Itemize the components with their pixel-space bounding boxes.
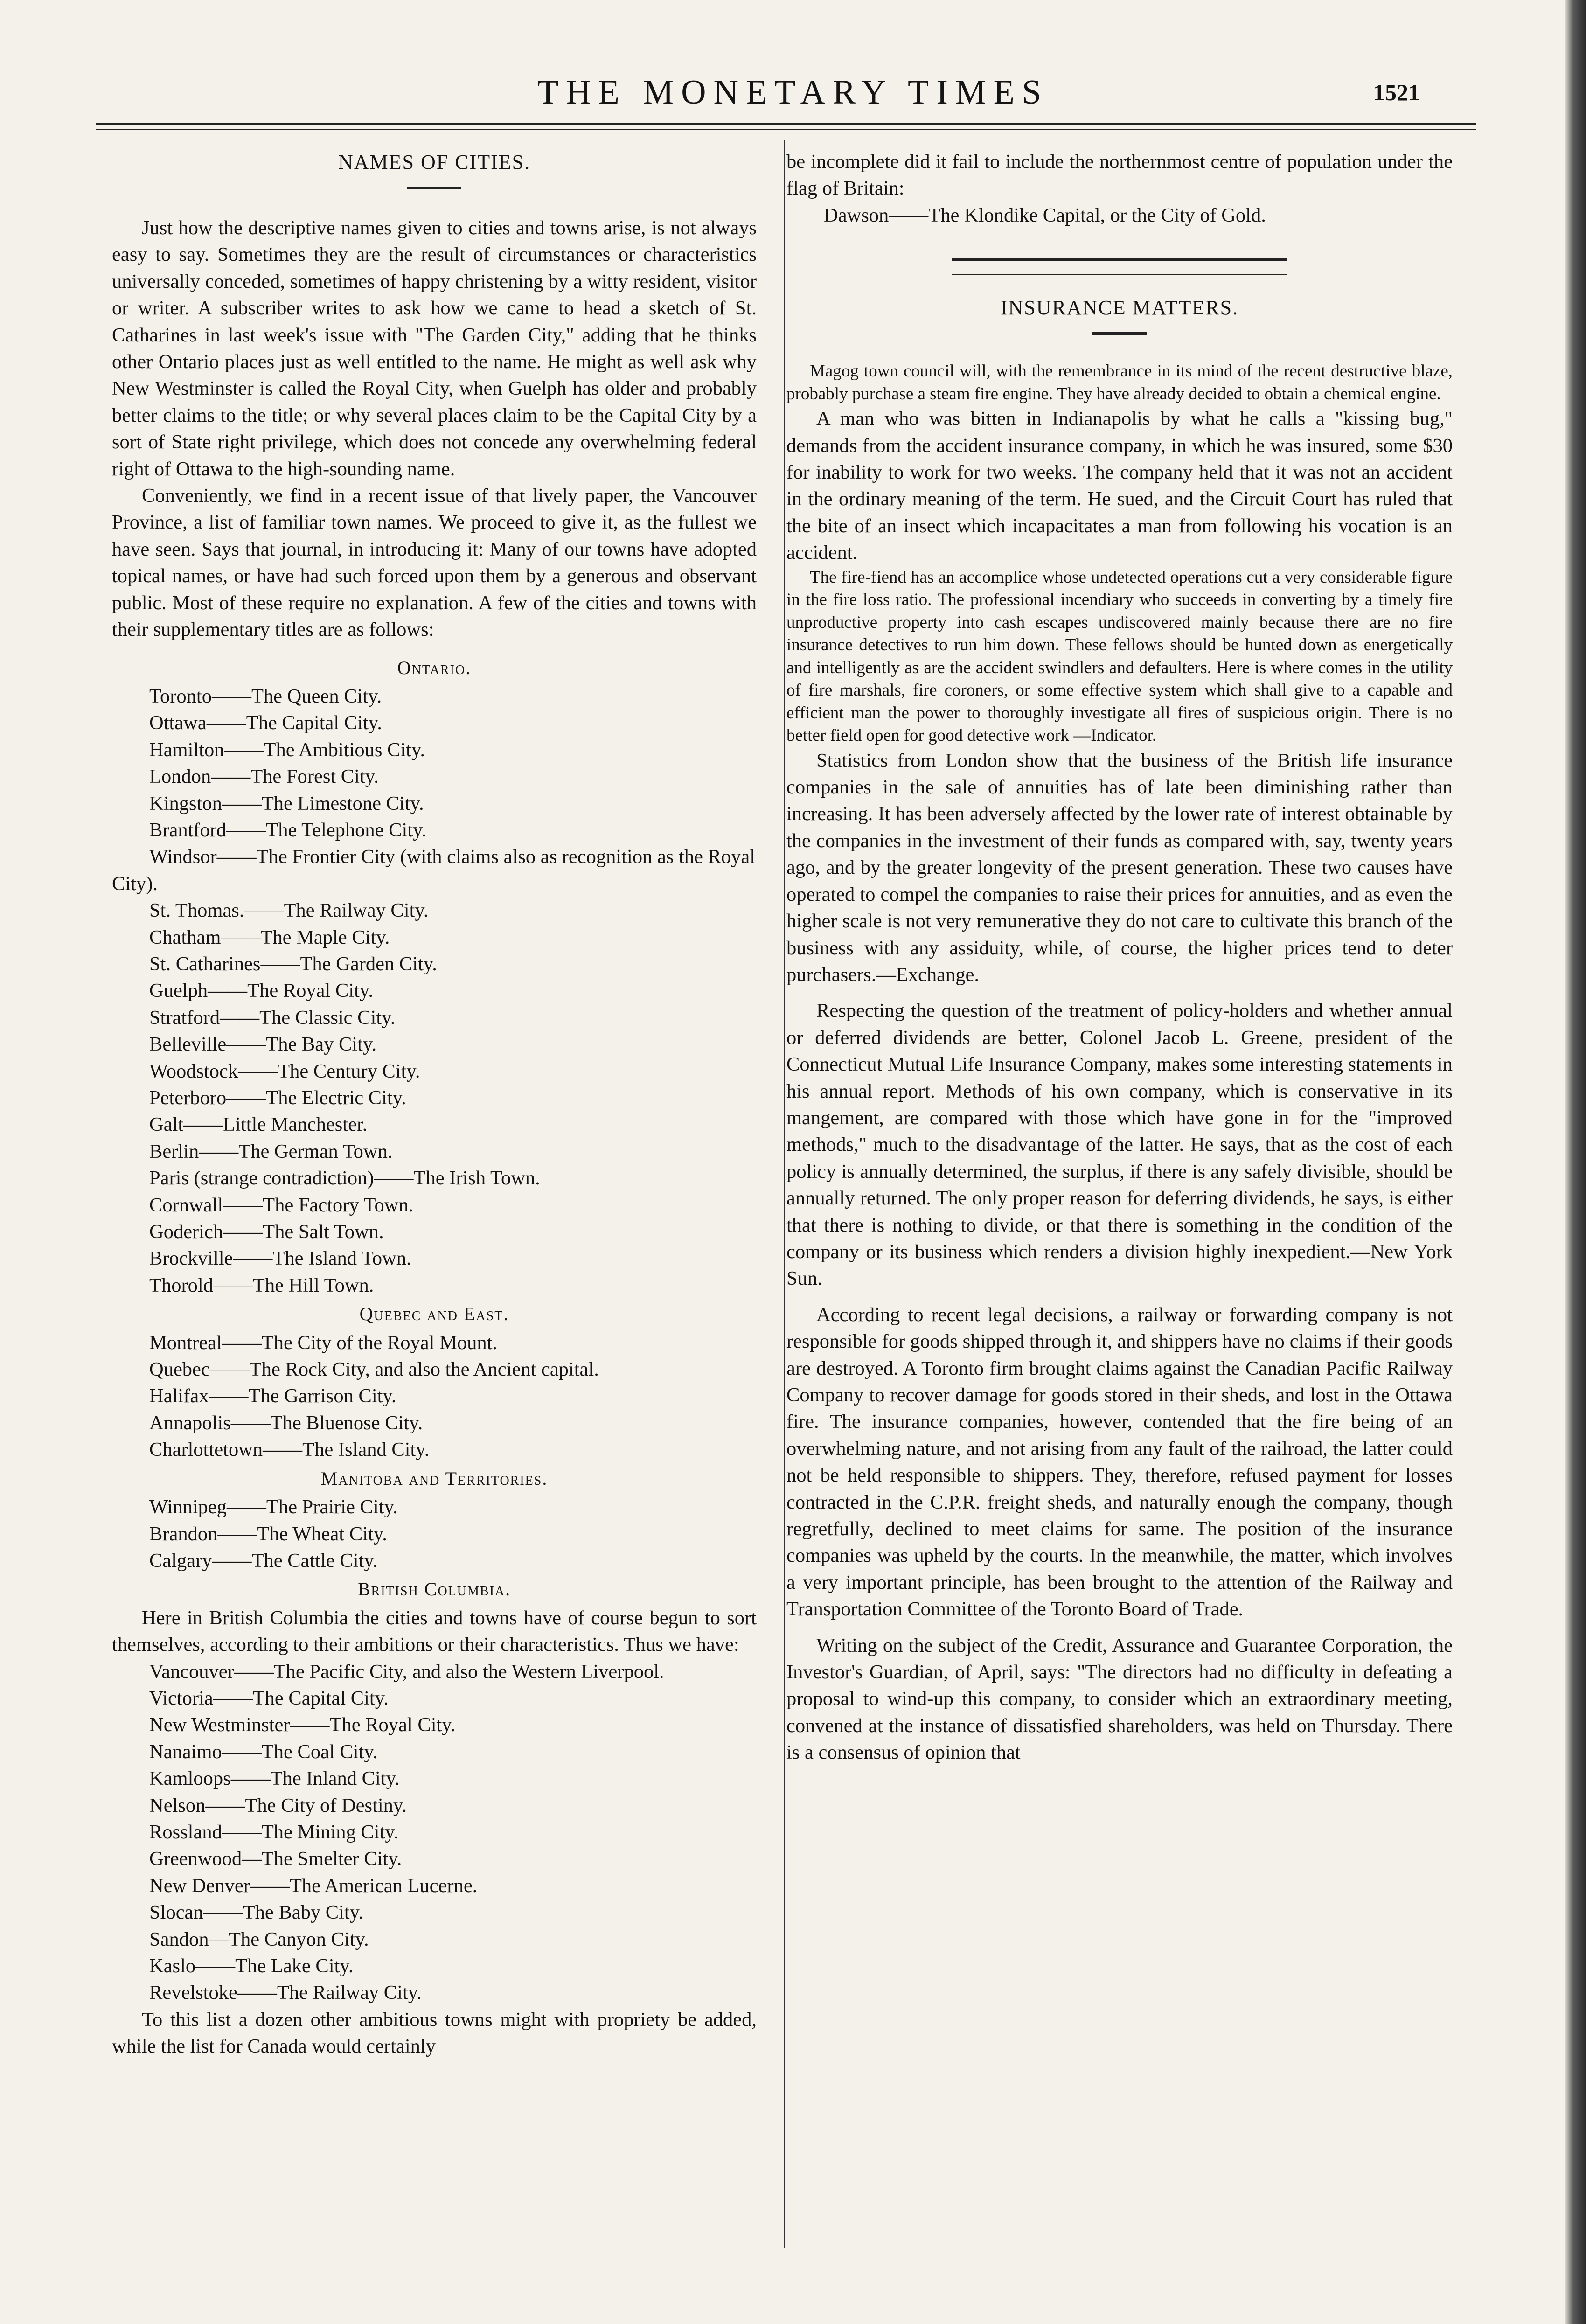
section-rule (952, 258, 1287, 261)
region-heading-british-columbia: British Columbia. (357, 1579, 511, 1600)
left-column (112, 148, 757, 2060)
quebec-list (112, 1329, 757, 1463)
list-item: Paris (strange contradiction)——The Irish Town. (149, 1167, 540, 1190)
page-number: 1521 (1373, 79, 1420, 105)
list-item: Nelson——The City of Destiny. (149, 1794, 407, 1816)
insurance-paragraph-1: Magog town council will, with the remembrance in its mind of the recent destructive blaze, probably purchase a steam fire engine. They have already decided to obtain a chemical engine. (786, 362, 1453, 404)
list-item: Annapolis——The Bluenose City. (149, 1412, 423, 1434)
list-item: Halifax——The Garrison City. (149, 1385, 396, 1407)
list-item: Guelph——The Royal City. (149, 980, 374, 1002)
list-item: Quebec——The Rock City, and also the Ancient capital. (149, 1358, 599, 1381)
list-item: St. Thomas.——The Railway City. (149, 899, 429, 922)
list-item: Vancouver——The Pacific City, and also the Western Liverpool. (149, 1660, 664, 1683)
section-rule-thin (952, 274, 1287, 275)
manitoba-list (112, 1494, 757, 1574)
list-item: Galt——Little Manchester. (149, 1113, 368, 1136)
insurance-paragraph-3: The fire-fiend has an accomplice whose undetected operations cut a very considerable figure in the fire loss ratio. The professional incendiary who succeeds in converting by a timely fire unproductive property into cash escapes undiscovered mainly because there are no fire insurance detectives to run him down. These fellows should be hunted down as energetically and intelligently as are the accident swindlers and defaulters. Here is where comes in the utility of fire marshals, fire coroners, or some effective system which shall give to a capable and efficient man the power to thoroughly investigate all fires of suspicious origin. There is no better field open for good detective work —Indicator. (786, 567, 1453, 745)
list-item: Cornwall——The Factory Town. (149, 1194, 414, 1216)
list-item: Windsor——The Frontier City (with claims also as recognition as the Royal City). (112, 846, 756, 895)
list-item: Brandon——The Wheat City. (149, 1523, 387, 1545)
list-item: Sandon—The Canyon City. (149, 1928, 369, 1950)
ontario-list (112, 683, 757, 1299)
list-item: Kaslo——The Lake City. (149, 1955, 354, 1977)
list-item: Hamilton——The Ambitious City. (149, 738, 425, 761)
article-title-names-of-cities: NAMES OF CITIES. (338, 151, 531, 174)
masthead (0, 74, 1586, 111)
header-rule (96, 123, 1476, 125)
list-item: Nanaimo——The Coal City. (149, 1740, 378, 1763)
list-item: New Westminster——The Royal City. (149, 1714, 456, 1736)
insurance-paragraph-7: Writing on the subject of the Credit, Assurance and Guarantee Corporation, the Investor's Guardian, of April, says: "The directors had no difficulty in defeating a proposal to wind-up this company, to consider which an extraordinary meeting, convened at the instance of dissatisfied shareholders, was held on Thursday. There is a consensus of opinion that (786, 1634, 1453, 1764)
insurance-note-3-wrapper (786, 566, 1453, 747)
page-edge (1565, 0, 1586, 2324)
masthead-title: THE MONETARY TIMES (537, 73, 1049, 111)
list-item: Brockville——The Island Town. (149, 1247, 411, 1270)
list-item: Goderich——The Salt Town. (149, 1221, 384, 1243)
list-item: Woodstock——The Century City. (149, 1060, 420, 1082)
region-heading-manitoba: Manitoba and Territories. (320, 1468, 548, 1489)
insurance-paragraph-4: Statistics from London show that the business of the British life insurance companies in the sale of annuities has of late been diminishing rather than increasing. It has been adversely affected by the lower rate of interest obtainable by the companies in the investment of their funds as compared with, say, twenty years ago, and by the greater longevity of the present generation. These two causes have operated to compel the companies to raise their prices for annuities, and as even the higher scale is not very remunerative they do not care to cultivate this branch of the business with any assiduity, while, of course, the higher prices tend to deter purchasers.—Exchange. (786, 749, 1453, 986)
list-item: Winnipeg——The Prairie City. (149, 1496, 398, 1518)
article-title-insurance-matters: INSURANCE MATTERS. (1000, 296, 1239, 320)
list-item: St. Catharines——The Garden City. (149, 953, 437, 975)
list-item: Peterboro——The Electric City. (149, 1087, 406, 1109)
continuation-paragraph: be incomplete did it fail to include the northernmost centre of population under the flag of Britain: (786, 151, 1453, 200)
list-item: Berlin——The German Town. (149, 1140, 393, 1162)
list-item: Ottawa——The Capital City. (149, 712, 382, 734)
right-column (786, 148, 1453, 1766)
list-item: Victoria——The Capital City. (149, 1687, 389, 1709)
insurance-paragraph-6: According to recent legal decisions, a railway or forwarding company is not responsible for goods shipped through it, and shippers have no claims if their goods are destroyed. A Toronto firm brought claims against the Canadian Pacific Railway Company to recover damage for goods stored in their sheds, and lost in the Ottawa fire. The insurance companies, however, contended that the fire being of an overwhelming nature, and not arising from any fault of the railroad, the latter could not be held responsible to shippers. They, therefore, refused payment for losses contracted in the C.P.R. freight sheds, and naturally enough the company, though regretfully, declined to meet claims for same. The position of the insurance companies was upheld by the courts. In the meanwhile, the matter, which involves a very important principle, has been brought to the attention of the Railway and Transportation Committee of the Toronto Board of Trade. (786, 1303, 1453, 1621)
list-item: Thorold——The Hill Town. (149, 1274, 374, 1296)
list-item: Stratford——The Classic City. (149, 1006, 396, 1029)
insurance-paragraph-5: Respecting the question of the treatment of policy-holders and whether annual or deferred dividends are better, Colonel Jacob L. Greene, president of the Connecticut Mutual Life Insurance Company, makes some interesting statements in his annual report. Methods of his own company, which is conservative in its mangement, are compared with those which have gone in for the "improved methods," much to the disadvantage of the latter. He says, that as the cost of each policy is annually determined, the surplus, if there is any safely divisible, should be annually returned. The only proper reason for deferring dividends, he says, is either that there is nothing to divide, or that there is something in the condition of the company or its business which renders a division highly inexpedient.—New York Sun. (786, 1000, 1453, 1290)
list-item-dawson: Dawson——The Klondike Capital, or the City of Gold. (824, 204, 1266, 226)
list-item: Greenwood—The Smelter City. (149, 1848, 402, 1870)
list-item: Rossland——The Mining City. (149, 1821, 399, 1843)
header-rule-thin (96, 129, 1476, 130)
list-item: Toronto——The Queen City. (149, 685, 382, 707)
list-item: Kingston——The Limestone City. (149, 792, 424, 814)
list-item: New Denver——The American Lucerne. (149, 1874, 478, 1897)
title-rule (407, 187, 461, 189)
list-item: Charlottetown——The Island City. (149, 1439, 430, 1461)
region-heading-ontario: Ontario. (397, 657, 472, 678)
list-item: Slocan——The Baby City. (149, 1901, 363, 1924)
list-item: Kamloops——The Inland City. (149, 1767, 400, 1790)
list-item: Montreal——The City of the Royal Mount. (149, 1331, 498, 1354)
title-rule (1092, 332, 1147, 335)
bc-list (112, 1658, 757, 2006)
list-item: Belleville——The Bay City. (149, 1033, 377, 1056)
list-item: London——The Forest City. (149, 765, 379, 788)
list-item: Revelstoke——The Railway City. (149, 1982, 422, 2004)
intro-paragraph-1: Just how the descriptive names given to cities and towns arise, is not always easy to say. Sometimes they are the result of circumstances or characteristics universally conceded, sometimes of happy christening by a witty resident, visitor or writer. A subscriber writes to ask how we came to head a sketch of St. Catharines in last week's issue with "The Garden City," adding that he thinks other Ontario places just as well entitled to the name. He might as well ask why New Westminster is called the Royal City, when Guelph has older and probably better claims to the title; or why several places claim to be the Capital City by a sort of State right privilege, which does not concede any overwhelming federal right of Ottawa to the high-sounding name. (112, 217, 757, 480)
bc-intro: Here in British Columbia the cities and towns have of course begun to sort themselves, according to their ambitions or their characteristics. Thus we have: (112, 1607, 757, 1656)
closing-paragraph: To this list a dozen other ambitious towns might with propriety be added, while the list for Canada would certainly (112, 2008, 757, 2058)
insurance-note-1-wrapper (786, 360, 1453, 405)
intro-paragraph-2: Conveniently, we find in a recent issue of that lively paper, the Vancouver Province, a list of familiar town names. We proceed to give it, as the fullest we have seen. Says that journal, in introducing it: Many of our towns have adopted topical names, or have had such forced upon them by a generous and observant public. Most of these require no explanation. A few of the cities and towns with their supplementary titles are as follows: (112, 485, 757, 641)
column-divider (784, 140, 785, 2248)
list-item: Calgary——The Cattle City. (149, 1549, 378, 1572)
insurance-paragraph-2: A man who was bitten in Indianapolis by what he calls a "kissing bug," demands from the accident insurance company, in which he was insured, some $30 for inability to work for two weeks. The company held that it was not an accident in the ordinary meaning of the term. He sued, and the Circuit Court has ruled that the bite of an insect which incapacitates a man from following his vocation is an accident. (786, 408, 1453, 564)
list-item: Brantford——The Telephone City. (149, 819, 427, 841)
list-item: Chatham——The Maple City. (149, 926, 390, 948)
region-heading-quebec: Quebec and East. (359, 1303, 509, 1325)
